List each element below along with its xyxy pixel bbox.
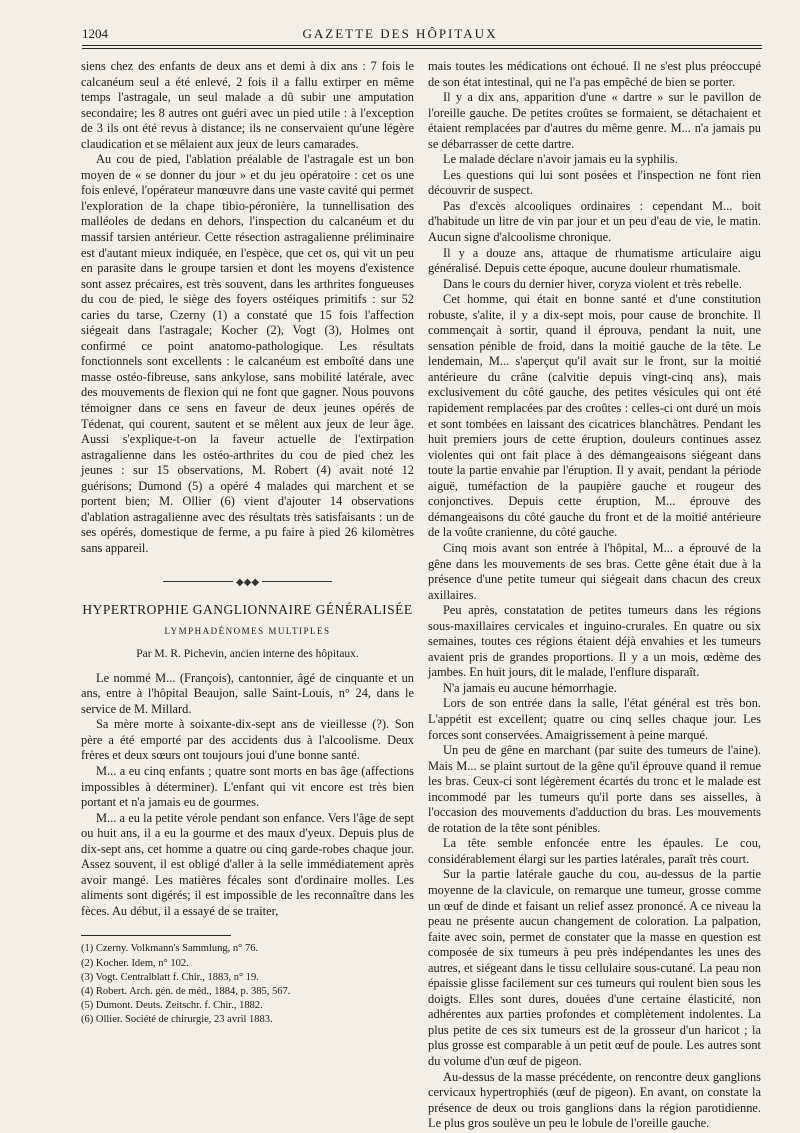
paragraph: La tête semble enfoncée entre les épaules. Le cou, considérablement élargi sur les parties latérales, paraît très court.: [428, 836, 761, 866]
paragraph: Le nommé M... (François), cantonnier, âgé de cinquante et un ans, entre à l'hôpital Beaujon, salle Saint-Louis, n° 24, dans le service de M. Millard.: [81, 670, 414, 716]
footnote: (3) Vogt. Centralblatt f. Chir., 1883, n° 19.: [81, 971, 259, 983]
left-column: [81, 59, 414, 1028]
paragraph: N'a jamais eu aucune hémorrhagie.: [443, 680, 617, 695]
footnote: (6) Ollier. Société de chirurgie, 23 avril 1883.: [81, 1014, 273, 1026]
paragraph: M... a eu cinq enfants ; quatre sont morts en bas âge (affections impossibles à déterminer). L'enfant qui vit encore est très bien portant et n'a jamais eu de gourmes.: [81, 763, 414, 810]
paragraph: Le malade déclare n'avoir jamais eu la syphilis.: [443, 152, 678, 167]
paragraph: Peu après, constatation de petites tumeurs dans les régions sous-maxillaires cervicales et inguino-crurales. En quatre ou six semaines, toutes ces régions étaient déjà envahies et les tumeurs avaient pris de grandes proportions. Il y a un mois, œdème des jambes. En huit jours, dit le malade, l'enflure disparaît.: [428, 603, 761, 680]
footnote: (4) Robert. Arch. gén. de méd., 1884, p. 385, 567.: [81, 986, 291, 998]
paragraph: Un peu de gêne en marchant (par suite des tumeurs de l'aine). Mais M... se plaint surtout de la gêne qu'il éprouve quand il remue les bras. Ceux-ci sont légèrement écartés du tronc et le malade est incommodé par les tumeurs qu'il porte dans ses aisselles, à l'occasion des mouvements d'adduction du bras. Les mouvements de rotation de la tête sont pénibles.: [428, 743, 761, 835]
page-header: [0, 0, 800, 44]
article-title: HYPERTROPHIE GANGLIONNAIRE GÉNÉRALISÉE: [82, 602, 413, 618]
right-column: [428, 59, 761, 1132]
paragraph: Sa mère morte à soixante-dix-sept ans de vieillesse (?). Son père a été emporté par des accidents dus à l'alcoolisme. Deux frères et deux sœurs ont toujours joui d'une bonne santé.: [81, 717, 414, 763]
paragraph: Cet homme, qui était en bonne santé et d'une constitution robuste, s'alite, il y a dix-sept mois, pour cause de bronchite. Il commençait à sortir, quand il éprouva, pendant la nuit, une sensation pénible de froid, dans la moitié gauche de la tête. Le lendemain, M... s'aperçut qu'il avait sur le front, sur la moitié antérieure du crâne (calvitie depuis vingt-cinq ans), mais exclusivement du côté gauche, des petites vésicules qui ont été rapidement remplacées par des croûtes : celles-ci ont duré un mois et sont tombées en laissant des cicatrices blanchâtres. Pendant les huit premiers jours de cette éruption, douleurs continues assez violentes qui ont fait place à des démangeaisons siégeant dans toute la partie envahie par l'éruption. Il y avait, pendant la période aiguë, tuméfaction de la paupière gauche et rougeur des conjonctives. Depuis cette éruption, M... éprouve des démangeaisons du côté gauche du front et de la moitié antérieure de la voûte cranienne, du côté gauche.: [428, 292, 761, 540]
paragraph: Il y a douze ans, attaque de rhumatisme articulaire aigu généralisé. Depuis cette époque, aucune douleur rhumatismale.: [428, 245, 761, 276]
header-rule-bottom: [82, 48, 762, 49]
footnote-rule: [81, 935, 231, 936]
paragraph: Il y a dix ans, apparition d'une « dartre » sur le pavillon de l'oreille gauche. De petites croûtes se formaient, se détachaient et étaient remplacées par d'autres du même genre. M... n'a jamais pu se débarrasser de cette dartre.: [428, 90, 761, 151]
paragraph: mais toutes les médications ont échoué. Il ne s'est plus préoccupé de son état intestinal, qui ne l'a pas empêché de bien se porter.: [428, 59, 761, 89]
paragraph: Lors de son entrée dans la salle, l'état général est très bon. L'appétit est excellent; quatre ou cinq selles chaque jour. Les forces sont conservées. Amaigrissement à peine marqué.: [428, 696, 761, 742]
paragraph: M... a eu la petite vérole pendant son enfance. Vers l'âge de sept ou huit ans, il a eu la gourme et des maux d'yeux. Depuis plus de dix-sept ans, cet homme a quatre ou cinq garde-robes chaque jour. Assez souvent, il est obligé d'aller à la selle immédiatement après avoir mangé. Les matières fécales sont d'ordinaire molles. Les aliments sont digérés; il est impossible de les reconnaître dans les fèces. Au début, il a essayé de se traiter,: [81, 810, 414, 918]
paragraph: Les questions qui lui sont posées et l'inspection ne font rien découvrir de suspect.: [428, 167, 761, 198]
footnote: (1) Czerny. Volkmann's Sammlung, n° 76.: [81, 943, 259, 955]
paragraph: siens chez des enfants de deux ans et demi à dix ans : 7 fois le calcanéum seul a été enlevé, 2 fois il a fallu extirper en même temps l'astragale, un seul malade a dû subir une amputation secondaire; les 8 autres ont guéri avec un pied utile : à l'exception de 3 ils ont été revus à distance; ils ne conservaient qu'une légère claudication et se mêlaient aux jeux de leurs camarades.: [81, 59, 414, 151]
article-author: Par M. R. Pichevin, ancien interne des hôpitaux.: [136, 648, 359, 661]
footnote: (5) Dumont. Deuts. Zeitschr. f. Chir., 1882.: [81, 1000, 263, 1012]
page-number: 1204: [82, 26, 108, 41]
journal-title: GAZETTE DES HÔPITAUX: [302, 26, 498, 41]
paragraph: Cinq mois avant son entrée à l'hôpital, M... a éprouvé de la gêne dans les mouvements de ses bras. Cette gêne était due à la présence d'une petite tumeur qui siégeait dans chacun des creux axillaires.: [428, 540, 761, 602]
paragraph: Sur la partie latérale gauche du cou, au-dessus de la partie moyenne de la clavicule, on remarque une tumeur, grosse comme un œuf de dinde et faisant un relief assez prononcé. A ce niveau la peau ne présente aucun changement de coloration. La palpation, faite avec soin, permet de constater que la masse en question est composée de six tumeurs à peu près indépendantes les unes des autres, et siégeant dans le tissu cellulaire sous-cutané. La peau non épaissie glisse facilement sur ces tumeurs qui roulent bien sous les doigts. Elles sont dures, douées d'une certaine élasticité, non adhérentes aux parties profondes et complètement indolentes. La plus petite de ces six tumeurs est de la grosseur d'un haricot ; la plus grosse est comparable à un petit œuf de poule. Les autres sont du volume d'un œuf de pigeon.: [428, 867, 761, 1068]
header-rule-top: [82, 45, 762, 46]
section-separator: ◆◆◆: [81, 575, 414, 591]
paragraph: Au cou de pied, l'ablation préalable de l'astragale est un bon moyen de « se donner du jour » et du jeu opératoire : cet os une fois enlevé, l'opérateur manœuvre dans une vaste cavité qui permet l'exploration de la chape tibio-péronière, la tunnellisation des malléoles de dedans en dehors, l'inspection du calcanéum et du massif tarsien antérieur. Cette résection astragalienne préliminaire est d'autant mieux indiquée, en l'espèce, que cet os, qui vit un peu en parasite dans le groupe tarsien et dont les moyens d'existence sont assez précaires, est très souvent, dans les arthrites fongueuses du cou de pied, le siège des foyers ostéiques primitifs : sur 52 caries du tarse, Czerny (1) a constaté que 15 fois l'affection siégeait dans l'astragale; Kocher (2), Vogt (3), Holmes ont confirmé ce point anatomo-pathologique. Les résultats fonctionnels sont excellents : le calcanéum est emboîté dans une masse ostéo-fibreuse, sans ankylose, sans mobilité latérale, avec des mouvements de flexion qui ne font que gagner. Nous pouvons témoigner dans ce sens en faveur de deux jeunes opérés de Tédenat, qui courent, sautent et se mêlent aux jeux de leur âge. Aussi s'explique-t-on la faveur actuelle de l'extirpation astragalienne dans les ostéo-arthrites du cou de pied chez les jeunes : sur 15 observations, M. Robert (4) avait noté 12 guérisons; Dumond (5) a opéré 4 malades qui marchent et se portent bien; M. Ollier (6) vient d'ajouter 14 observations d'ablation astragalienne avec des résultats très satisfaisants : un de ses opérés, domestique de ferme, a pu faire à pied 26 kilomètres sans appareil.: [81, 152, 414, 555]
paragraph: Dans le cours du dernier hiver, coryza violent et très rebelle.: [443, 276, 742, 291]
footnote: (2) Kocher. Idem, n° 102.: [81, 957, 189, 969]
paragraph: Pas d'excès alcooliques ordinaires : cependant M... boit d'habitude un litre de vin par jour et un peu d'eau de vie, le matin. Aucun signe d'alcoolisme chronique.: [428, 198, 761, 245]
paragraph: Au-dessus de la masse précédente, on rencontre deux ganglions cervicaux hypertrophiés (œuf de pigeon). En avant, on constate la présence de deux ou trois ganglions dans la région parotidienne. Le plus gros soulève un peu le lobule de l'oreille gauche.: [428, 1069, 761, 1131]
article-subtitle: LYMPHADÉNOMES MULTIPLES: [164, 625, 331, 636]
